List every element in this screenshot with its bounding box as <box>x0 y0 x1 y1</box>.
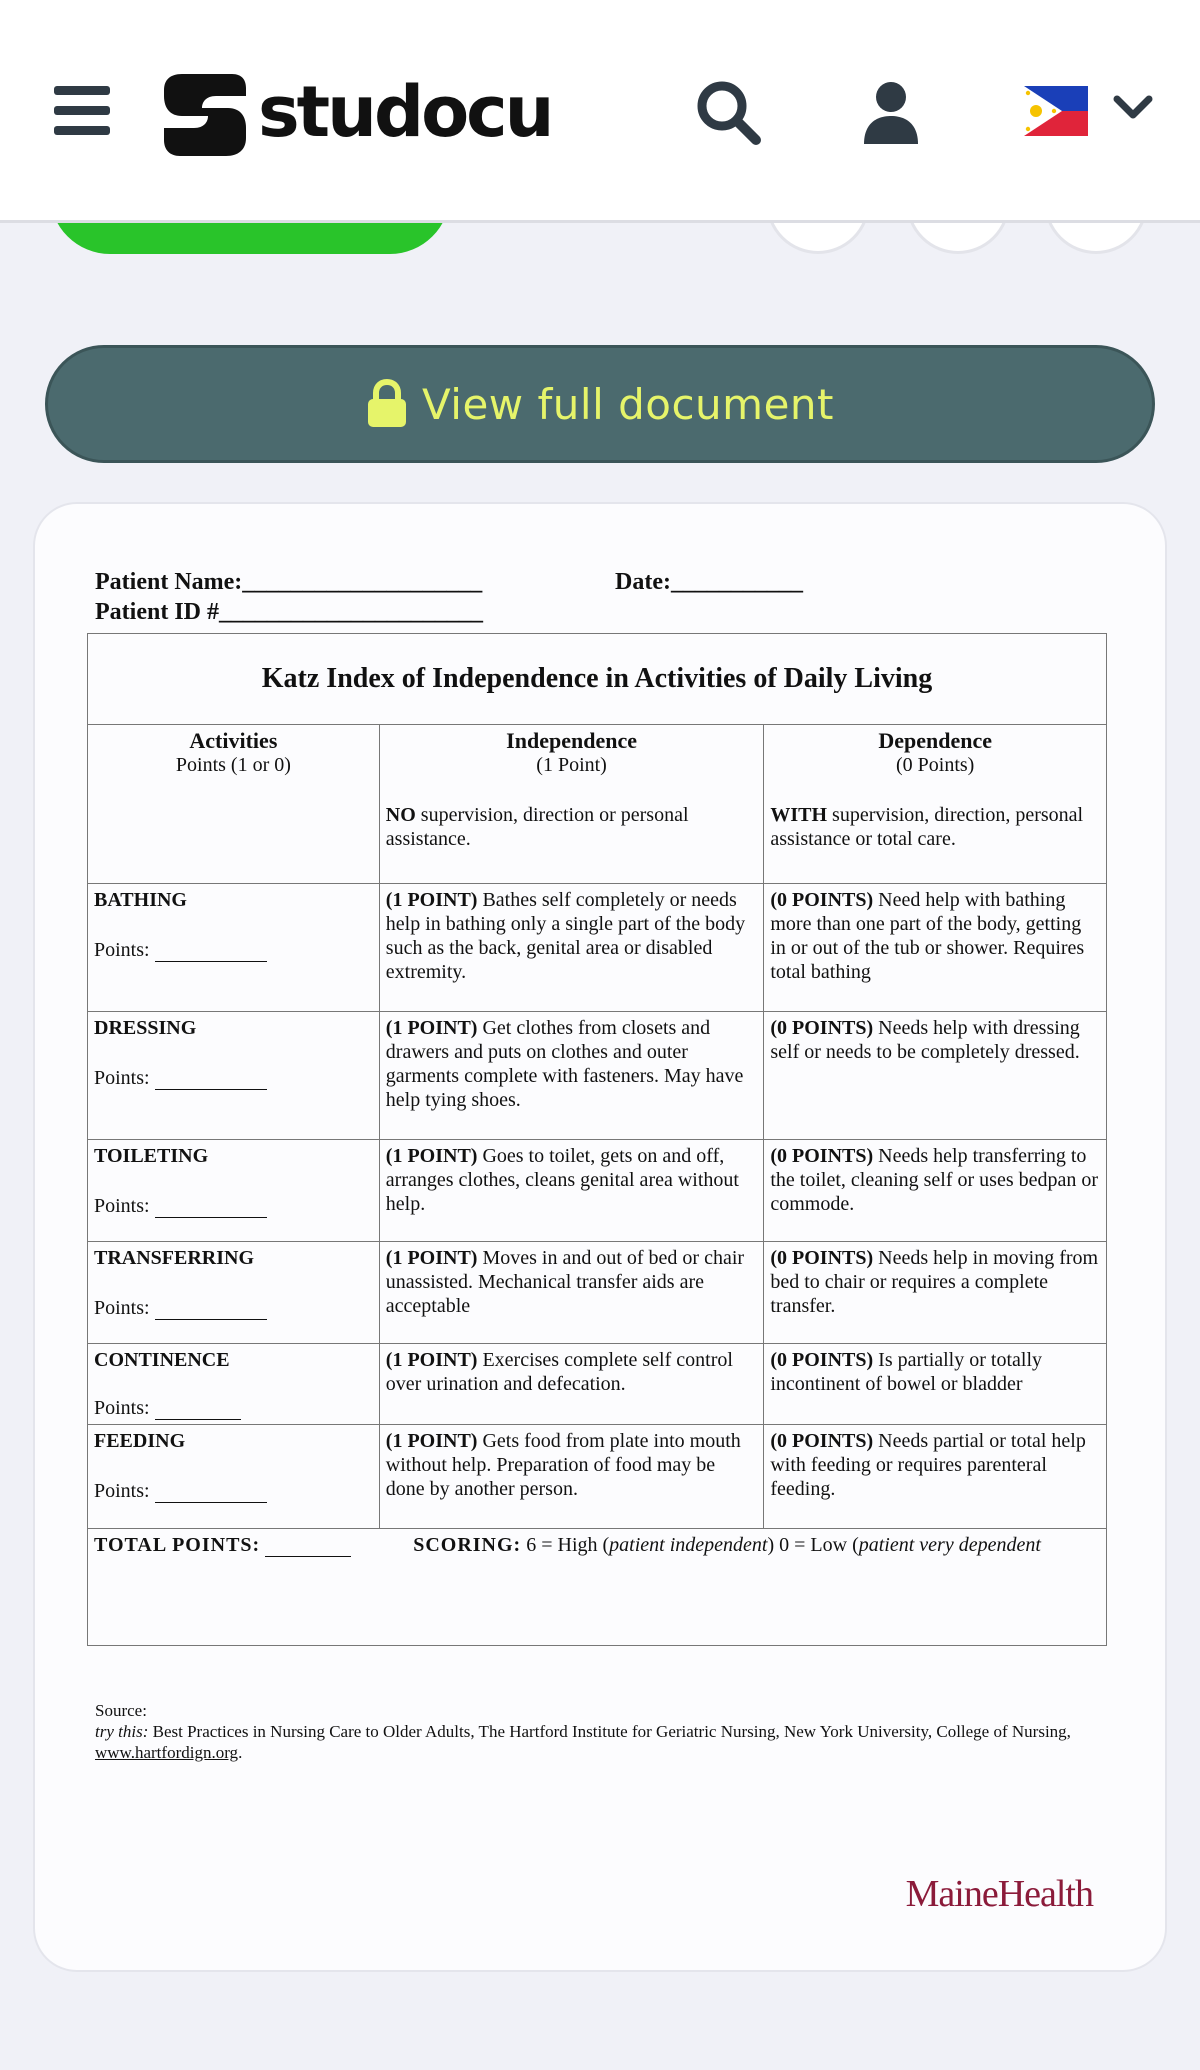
dependence-cell: (0 POINTS) Needs help in moving from bed to chair or requires a complete transfer. <box>764 1242 1107 1344</box>
user-icon[interactable] <box>862 80 920 146</box>
scoring-high-note: patient independent <box>609 1534 768 1556</box>
column-subtitle: (0 Points) <box>896 754 975 776</box>
independence-cell: (1 POINT) Gets food from plate into mouth without help. Preparation of food may be done by another person. <box>379 1425 764 1529</box>
dependence-cell: (0 POINTS) Needs partial or total help with feeding or requires parenteral feeding. <box>764 1425 1107 1529</box>
points-line: Points: <box>94 1479 373 1503</box>
hamburger-menu-icon[interactable] <box>54 86 110 136</box>
table-row <box>88 1140 1107 1242</box>
table-row <box>88 884 1107 1012</box>
view-full-document-label: View full document <box>421 379 835 429</box>
mainehealth-logo: MaineHealth <box>905 1873 1093 1915</box>
chevron-down-icon[interactable] <box>1112 92 1154 124</box>
column-header-independence <box>379 725 764 884</box>
dependence-cell: (0 POINTS) Needs help transferring to the toilet, cleaning self or uses bedpan or commode. <box>764 1140 1107 1242</box>
points-line: Points: <box>94 1066 373 1090</box>
lock-icon <box>366 379 408 429</box>
total-cell <box>88 1529 1107 1646</box>
independence-cell: (1 POINT) Goes to toilet, gets on and off, arranges clothes, cleans genital area without help. <box>379 1140 764 1242</box>
activity-cell <box>88 1242 380 1344</box>
katz-index-table <box>87 633 1107 1646</box>
independence-cell: (1 POINT) Bathes self completely or needs help in bathing only a single part of the body such as the back, genital area or disabled extremity. <box>379 884 764 1012</box>
document-preview-card <box>33 502 1167 1972</box>
view-full-document-button[interactable] <box>45 345 1155 463</box>
dependence-cell: (0 POINTS) Need help with bathing more than one part of the body, getting in or out of the tub or shower. Requires total bathing <box>764 884 1107 1012</box>
column-description: NO supervision, direction or personal assistance. <box>385 804 689 850</box>
patient-id-field: Patient ID #______________________ <box>95 599 483 625</box>
column-subtitle: (1 Point) <box>536 754 607 776</box>
table-row <box>88 1425 1107 1529</box>
column-description: WITH supervision, direction, personal assistance or total care. <box>770 804 1084 850</box>
studocu-logo[interactable] <box>162 62 552 162</box>
source-citation <box>95 1700 1105 1763</box>
top-header <box>0 0 1200 223</box>
source-label: Source: <box>95 1701 147 1720</box>
patient-name-line <box>95 569 1105 599</box>
philippines-flag-icon[interactable] <box>1024 86 1088 136</box>
total-points-label: TOTAL POINTS: <box>94 1534 261 1556</box>
search-icon[interactable] <box>694 78 762 146</box>
column-title: Dependence <box>878 728 992 753</box>
table-row <box>88 1242 1107 1344</box>
total-row <box>88 1529 1107 1646</box>
column-subtitle: Points (1 or 0) <box>175 754 291 776</box>
activity-name: FEEDING <box>94 1430 186 1452</box>
table-title: Katz Index of Independence in Activities of Daily Living <box>88 634 1107 725</box>
points-line: Points: <box>94 1194 373 1218</box>
independence-cell: (1 POINT) Exercises complete self control over urination and defecation. <box>379 1344 764 1425</box>
table-row <box>88 1012 1107 1140</box>
activity-cell <box>88 1344 380 1425</box>
scoring-label: SCORING: <box>413 1534 522 1556</box>
column-header-row <box>88 725 1107 884</box>
scoring-high: 6 = High ( <box>526 1534 610 1556</box>
independence-cell: (1 POINT) Get clothes from closets and drawers and puts on clothes and outer garments complete with fasteners. May have help tying shoes. <box>379 1012 764 1140</box>
date-field: Date:___________ <box>615 569 803 595</box>
source-link[interactable]: www.hartfordign.org <box>95 1743 239 1762</box>
activity-name: DRESSING <box>94 1017 197 1039</box>
dependence-cell: (0 POINTS) Is partially or totally incontinent of bowel or bladder <box>764 1344 1107 1425</box>
points-line: Points: <box>94 938 373 962</box>
points-line: Points: <box>94 1296 373 1320</box>
source-text: try this: Best Practices in Nursing Care to Older Adults, The Hartford Institute for Geriatric Nursing, New York University, College of Nursing, www.hartfordign.org. <box>95 1722 1071 1762</box>
activity-cell <box>88 1425 380 1529</box>
column-title: Activities <box>189 728 278 753</box>
activity-name: TRANSFERRING <box>94 1247 255 1269</box>
column-header-dependence <box>764 725 1107 884</box>
table-row <box>88 1344 1107 1425</box>
activity-name: TOILETING <box>94 1145 209 1167</box>
studocu-logo-mark-icon <box>162 66 248 158</box>
activity-cell <box>88 1012 380 1140</box>
points-line: Points: <box>94 1396 373 1420</box>
patient-name-field: Patient Name:____________________ <box>95 569 483 595</box>
independence-cell: (1 POINT) Moves in and out of bed or chair unassisted. Mechanical transfer aids are acceptable <box>379 1242 764 1344</box>
activity-cell <box>88 1140 380 1242</box>
activity-name: BATHING <box>94 889 187 911</box>
column-header-activities <box>88 725 380 884</box>
column-title: Independence <box>506 728 637 753</box>
activity-name: CONTINENCE <box>94 1349 230 1371</box>
scoring-low: ) 0 = Low ( <box>767 1534 859 1556</box>
brand-name: studocu <box>258 71 552 153</box>
activity-cell <box>88 884 380 1012</box>
scoring-low-note: patient very dependent <box>858 1534 1041 1556</box>
dependence-cell: (0 POINTS) Needs help with dressing self or needs to be completely dressed. <box>764 1012 1107 1140</box>
scoring-line <box>94 1533 1100 1557</box>
document-page <box>95 569 1105 1763</box>
